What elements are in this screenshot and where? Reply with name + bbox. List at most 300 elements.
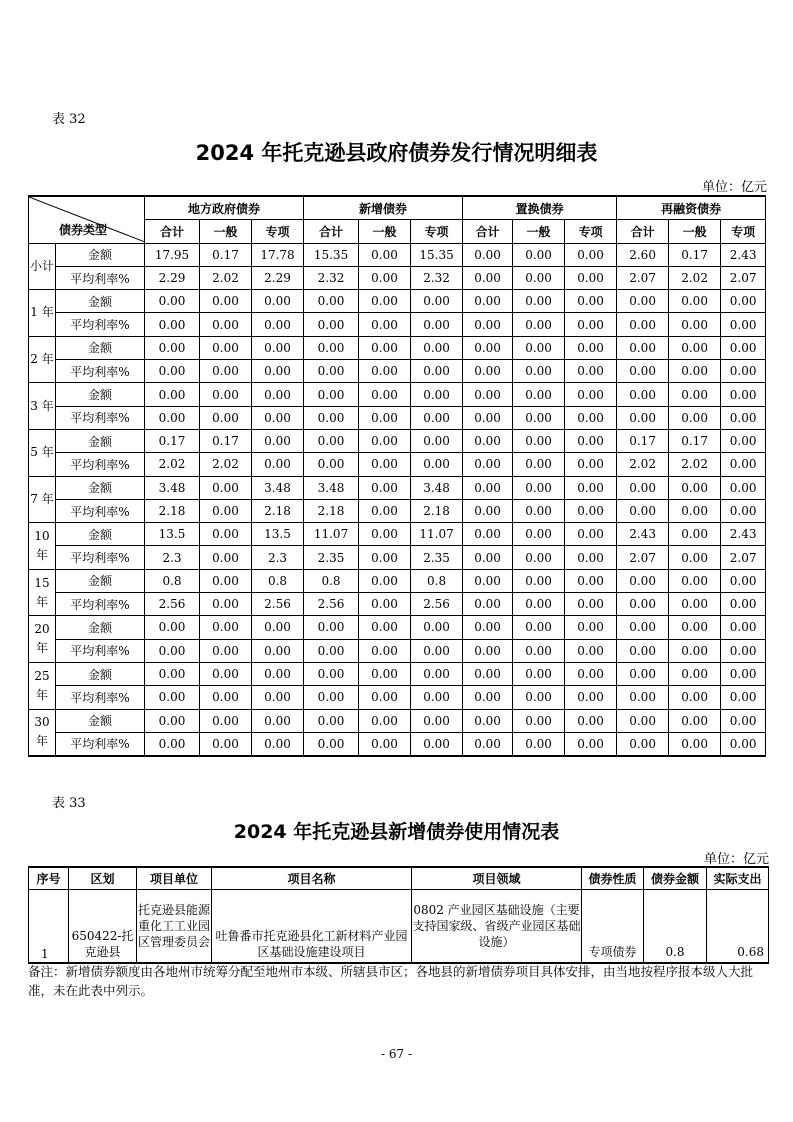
value-cell: 0.00 [463,639,513,662]
value-cell: 0.00 [463,336,513,359]
metric-label: 金额 [56,662,145,685]
value-cell: 0.00 [513,290,565,313]
term-label: 2 年 [29,336,56,383]
value-cell: 0.00 [513,313,565,336]
value-cell: 0.00 [565,499,617,522]
term-label: 10 年 [29,523,56,570]
usage-cell: 1 [29,890,69,964]
value-cell: 0.00 [669,662,721,685]
value-cell: 0.00 [463,709,513,732]
value-cell: 0.00 [304,313,359,336]
table-row [29,499,766,522]
value-cell: 15.35 [304,243,359,266]
table33-label: 表 33 [52,796,86,811]
table33-title: 2024 年托克逊县新增债券使用情况表 [233,821,560,843]
subheader-cell: 专项 [411,220,463,243]
value-cell: 0.00 [513,429,565,452]
value-cell: 0.00 [359,383,411,406]
value-cell: 0.00 [304,639,359,662]
value-cell: 0.00 [252,360,304,383]
value-cell: 17.78 [252,243,304,266]
value-cell: 0.00 [565,639,617,662]
value-cell: 0.00 [463,360,513,383]
value-cell: 0.00 [304,662,359,685]
value-cell: 0.17 [669,429,721,452]
value-cell: 0.00 [463,266,513,289]
value-cell: 2.18 [304,499,359,522]
value-cell: 0.00 [463,406,513,429]
value-cell: 0.00 [721,593,766,616]
value-cell: 0.00 [359,360,411,383]
usage-cell: 托克逊县能源重化工工业园区管理委员会 [137,890,212,964]
value-cell: 0.00 [252,639,304,662]
value-cell: 0.00 [463,476,513,499]
column-header: 债券性质 [582,867,644,890]
value-cell: 0.00 [721,313,766,336]
subheader-cell: 合计 [304,220,359,243]
value-cell: 0.00 [669,569,721,592]
value-cell: 0.00 [721,709,766,732]
value-cell: 0.00 [411,639,463,662]
value-cell: 0.00 [145,290,200,313]
metric-label: 平均利率% [56,313,145,336]
value-cell: 2.35 [411,546,463,569]
value-cell: 2.02 [669,266,721,289]
value-cell: 0.00 [617,499,669,522]
group-header: 地方政府债券 [145,196,304,220]
metric-label: 平均利率% [56,639,145,662]
value-cell: 0.00 [565,429,617,452]
value-cell: 0.00 [565,593,617,616]
value-cell: 0.00 [565,616,617,639]
table32-label: 表 32 [52,112,86,127]
value-cell: 0.00 [513,499,565,522]
value-cell: 0.00 [200,546,252,569]
column-header: 债券金额 [644,867,707,890]
value-cell: 0.17 [200,243,252,266]
value-cell: 2.18 [252,499,304,522]
usage-cell: 0.68 [707,890,769,964]
metric-label: 平均利率% [56,546,145,569]
value-cell: 0.00 [145,662,200,685]
value-cell: 0.00 [565,732,617,756]
value-cell: 2.07 [721,266,766,289]
value-cell: 0.00 [411,336,463,359]
value-cell: 0.00 [617,336,669,359]
value-cell: 0.00 [304,383,359,406]
value-cell: 0.17 [669,243,721,266]
value-cell: 0.00 [513,732,565,756]
table-row [29,243,766,266]
value-cell: 0.8 [145,569,200,592]
subheader-cell: 一般 [200,220,252,243]
value-cell: 0.00 [617,313,669,336]
value-cell: 0.00 [463,662,513,685]
value-cell: 0.00 [252,429,304,452]
value-cell: 0.00 [252,732,304,756]
usage-cell: 吐鲁番市托克逊县化工新材料产业园区基础设施建设项目 [212,890,412,964]
value-cell: 0.00 [145,686,200,709]
value-cell: 0.17 [200,429,252,452]
table-row [29,686,766,709]
usage-cell: 0.8 [644,890,707,964]
value-cell: 0.00 [513,686,565,709]
value-cell: 0.00 [463,383,513,406]
value-cell: 0.00 [617,476,669,499]
table-row [29,266,766,289]
value-cell: 0.00 [721,662,766,685]
subheader-cell: 一般 [359,220,411,243]
value-cell: 0.00 [200,732,252,756]
value-cell: 0.00 [617,406,669,429]
value-cell: 0.00 [411,360,463,383]
value-cell: 0.17 [617,429,669,452]
value-cell: 2.3 [252,546,304,569]
value-cell: 0.00 [565,360,617,383]
value-cell: 0.00 [721,476,766,499]
value-cell: 0.00 [200,383,252,406]
value-cell: 2.35 [304,546,359,569]
value-cell: 0.00 [359,243,411,266]
value-cell: 0.00 [721,569,766,592]
value-cell: 0.00 [359,499,411,522]
value-cell: 0.00 [565,476,617,499]
value-cell: 0.00 [145,406,200,429]
value-cell: 2.43 [721,523,766,546]
value-cell: 0.00 [411,406,463,429]
value-cell: 0.00 [513,639,565,662]
metric-label: 金额 [56,383,145,406]
table-row [29,290,766,313]
value-cell: 2.56 [252,593,304,616]
value-cell: 2.32 [411,266,463,289]
value-cell: 0.00 [359,290,411,313]
value-cell: 3.48 [145,476,200,499]
value-cell: 0.00 [200,569,252,592]
value-cell: 0.00 [565,662,617,685]
value-cell: 0.00 [565,453,617,476]
table-row [29,569,766,592]
value-cell: 2.02 [617,453,669,476]
value-cell: 0.00 [617,360,669,383]
metric-label: 金额 [56,290,145,313]
value-cell: 0.00 [617,569,669,592]
value-cell: 0.00 [145,616,200,639]
page-number: - 67 - [380,1047,412,1061]
value-cell: 0.00 [359,732,411,756]
value-cell: 2.07 [721,546,766,569]
value-cell: 0.00 [721,616,766,639]
value-cell: 0.00 [359,429,411,452]
value-cell: 0.00 [359,709,411,732]
table-row [29,546,766,569]
value-cell: 0.00 [463,290,513,313]
value-cell: 2.29 [145,266,200,289]
value-cell: 0.00 [669,686,721,709]
value-cell: 0.00 [669,499,721,522]
value-cell: 2.02 [145,453,200,476]
value-cell: 0.00 [565,546,617,569]
value-cell: 0.00 [721,732,766,756]
value-cell: 0.00 [721,383,766,406]
value-cell: 0.00 [565,266,617,289]
value-cell: 0.00 [304,360,359,383]
value-cell: 0.00 [669,616,721,639]
table-row [29,406,766,429]
table-row [29,453,766,476]
value-cell: 0.00 [359,453,411,476]
value-cell: 2.60 [617,243,669,266]
value-cell: 0.00 [359,639,411,662]
value-cell: 0.00 [669,546,721,569]
value-cell: 0.00 [463,593,513,616]
table32-title: 2024 年托克逊县政府债券发行情况明细表 [195,141,598,165]
group-header: 新增债券 [304,196,463,220]
value-cell: 0.00 [359,546,411,569]
table-row [29,313,766,336]
table-row [29,523,766,546]
usage-cell: 650422-托克逊县 [69,890,137,964]
value-cell: 0.00 [145,709,200,732]
term-label: 3 年 [29,383,56,430]
usage-cell: 专项债券 [582,890,644,964]
column-header: 项目领域 [412,867,582,890]
value-cell: 0.00 [617,662,669,685]
value-cell: 0.00 [411,453,463,476]
value-cell: 0.00 [200,593,252,616]
group-header: 置换债券 [463,196,617,220]
value-cell: 0.00 [200,290,252,313]
subheader-cell: 一般 [669,220,721,243]
value-cell: 0.00 [252,686,304,709]
metric-label: 平均利率% [56,453,145,476]
value-cell: 2.43 [721,243,766,266]
bond-type-label: 债券类型 [59,223,108,237]
value-cell: 0.00 [513,336,565,359]
value-cell: 0.00 [252,383,304,406]
value-cell: 2.02 [200,453,252,476]
table-row [29,336,766,359]
value-cell: 11.07 [304,523,359,546]
value-cell: 0.00 [200,616,252,639]
value-cell: 0.00 [252,406,304,429]
value-cell: 0.00 [513,709,565,732]
value-cell: 3.48 [304,476,359,499]
metric-label: 金额 [56,476,145,499]
metric-label: 平均利率% [56,266,145,289]
term-label: 30 年 [29,709,56,756]
term-label: 5 年 [29,429,56,476]
value-cell: 0.00 [200,313,252,336]
value-cell: 0.00 [463,686,513,709]
value-cell: 0.00 [463,429,513,452]
value-cell: 0.00 [145,336,200,359]
bond-issuance-table [28,195,766,757]
value-cell: 2.07 [617,546,669,569]
subheader-cell: 合计 [463,220,513,243]
value-cell: 0.00 [304,336,359,359]
value-cell: 0.00 [617,593,669,616]
metric-label: 金额 [56,616,145,639]
value-cell: 0.00 [721,499,766,522]
metric-label: 平均利率% [56,686,145,709]
value-cell: 0.00 [463,569,513,592]
value-cell: 0.8 [304,569,359,592]
value-cell: 0.00 [513,569,565,592]
value-cell: 0.00 [359,569,411,592]
value-cell: 0.00 [200,406,252,429]
subheader-cell: 合计 [145,220,200,243]
value-cell: 0.00 [252,453,304,476]
table-row [29,639,766,662]
value-cell: 0.00 [565,523,617,546]
value-cell: 0.00 [565,709,617,732]
value-cell: 0.00 [252,662,304,685]
value-cell: 0.00 [200,709,252,732]
metric-label: 金额 [56,523,145,546]
value-cell: 0.00 [304,290,359,313]
value-cell: 2.43 [617,523,669,546]
value-cell: 0.00 [359,593,411,616]
value-cell: 0.00 [252,616,304,639]
value-cell: 0.00 [513,266,565,289]
value-cell: 0.00 [669,290,721,313]
value-cell: 2.56 [145,593,200,616]
value-cell: 0.00 [200,686,252,709]
value-cell: 0.00 [669,732,721,756]
value-cell: 0.00 [145,639,200,662]
value-cell: 0.00 [669,593,721,616]
value-cell: 0.00 [721,429,766,452]
column-header: 区划 [69,867,137,890]
value-cell: 0.00 [617,616,669,639]
value-cell: 0.00 [565,406,617,429]
value-cell: 0.00 [359,313,411,336]
value-cell: 0.00 [669,383,721,406]
value-cell: 0.00 [721,406,766,429]
value-cell: 0.00 [565,290,617,313]
value-cell: 0.00 [565,336,617,359]
value-cell: 0.00 [359,616,411,639]
value-cell: 0.00 [463,453,513,476]
value-cell: 2.29 [252,266,304,289]
subheader-cell: 专项 [721,220,766,243]
value-cell: 0.00 [463,243,513,266]
metric-label: 平均利率% [56,360,145,383]
header-corner-cell [29,196,145,243]
term-label: 小计 [29,243,56,290]
value-cell: 0.00 [513,406,565,429]
value-cell: 0.00 [513,523,565,546]
table-row [29,383,766,406]
value-cell: 0.00 [411,429,463,452]
value-cell: 2.3 [145,546,200,569]
value-cell: 0.00 [145,732,200,756]
value-cell: 0.00 [359,406,411,429]
usage-cell: 0802 产业园区基础设施（主要支持国家级、省级产业园区基础设施） [412,890,582,964]
value-cell: 13.5 [252,523,304,546]
value-cell: 11.07 [411,523,463,546]
value-cell: 0.8 [411,569,463,592]
value-cell: 0.00 [669,639,721,662]
value-cell: 0.00 [721,453,766,476]
value-cell: 0.00 [304,616,359,639]
column-header: 项目单位 [137,867,212,890]
value-cell: 0.00 [513,616,565,639]
term-label: 7 年 [29,476,56,523]
table-row [29,732,766,756]
value-cell: 0.00 [200,639,252,662]
value-cell: 17.95 [145,243,200,266]
value-cell: 0.8 [252,569,304,592]
value-cell: 2.02 [200,266,252,289]
table-row [29,709,766,732]
value-cell: 2.32 [304,266,359,289]
value-cell: 0.00 [200,360,252,383]
table-row [29,662,766,685]
value-cell: 0.00 [304,709,359,732]
value-cell: 0.00 [463,313,513,336]
table-note: 备注：新增债券额度由各地州市统筹分配至地州市本级、所辖县市区；各地县的新增债券项目具体安排，由当地按程序报本级人大批准，未在此表中列示。 [28,964,754,998]
new-bond-usage-table [28,866,769,964]
value-cell: 0.00 [513,360,565,383]
value-cell: 0.00 [304,453,359,476]
value-cell: 0.00 [200,523,252,546]
metric-label: 金额 [56,429,145,452]
value-cell: 0.00 [252,709,304,732]
value-cell: 0.00 [411,290,463,313]
value-cell: 0.00 [359,336,411,359]
value-cell: 0.00 [304,406,359,429]
value-cell: 0.00 [359,662,411,685]
table-row [29,593,766,616]
value-cell: 0.00 [252,313,304,336]
value-cell: 0.00 [463,546,513,569]
value-cell: 0.00 [200,662,252,685]
subheader-cell: 专项 [565,220,617,243]
value-cell: 0.00 [669,476,721,499]
group-header: 再融资债券 [617,196,766,220]
value-cell: 2.56 [304,593,359,616]
value-cell: 0.00 [513,383,565,406]
value-cell: 0.00 [617,383,669,406]
metric-label: 金额 [56,569,145,592]
value-cell: 0.00 [669,313,721,336]
subheader-cell: 专项 [252,220,304,243]
value-cell: 0.00 [145,313,200,336]
value-cell: 0.00 [513,243,565,266]
value-cell: 0.00 [721,290,766,313]
value-cell: 0.00 [359,266,411,289]
value-cell: 0.00 [252,336,304,359]
column-header: 实际支出 [707,867,769,890]
value-cell: 0.00 [617,686,669,709]
value-cell: 0.00 [463,616,513,639]
value-cell: 0.00 [565,383,617,406]
value-cell: 15.35 [411,243,463,266]
term-label: 25 年 [29,662,56,709]
metric-label: 金额 [56,709,145,732]
value-cell: 0.00 [200,336,252,359]
subheader-cell: 一般 [513,220,565,243]
value-cell: 3.48 [411,476,463,499]
value-cell: 0.00 [513,453,565,476]
value-cell: 0.00 [411,616,463,639]
table33-unit: 单位：亿元 [703,852,769,867]
value-cell: 0.00 [669,360,721,383]
value-cell: 0.00 [411,709,463,732]
value-cell: 0.00 [200,476,252,499]
